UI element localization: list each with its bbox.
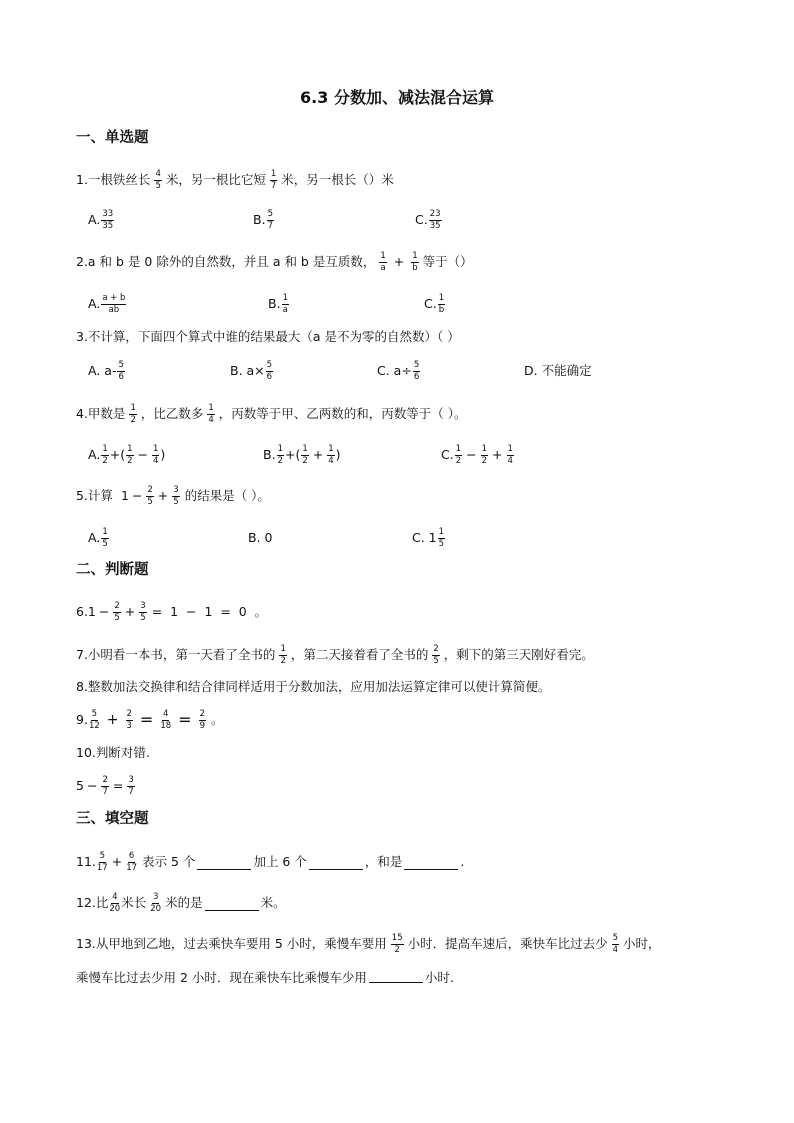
fraction: $\frac{1}{b}$ [438,293,445,315]
answer-blank[interactable] [205,909,259,911]
question-13: 13.从甲地到乙地，过去乘快车要用 5 小时，乘慢车要用 $\frac{15}{2}$ 小时．提高车速后，乘快车比过去少 $\frac{5}{4}$ 小时， [76,933,661,955]
option-c[interactable]: C. $\frac{1}{b}$ [424,293,445,315]
question-4 [76,404,467,424]
question-text: 5.计算 [76,487,113,503]
question-3 [76,331,460,344]
answer-blank[interactable] [404,868,458,870]
fraction: $\frac{2}{3}$ [126,709,132,731]
fraction: $\frac{2}{9}$ [199,709,205,731]
fraction: $\frac{5}{7}$ [267,209,273,231]
fraction: $\frac{23}{35}$ [429,209,441,231]
fraction: $\frac{1}{4}$ [328,444,334,466]
fraction: $\frac{4}{18}$ [160,709,172,731]
option-a[interactable]: A. $\frac{1}{5}$ [88,527,108,549]
fraction: $\frac{5}{17}$ [96,851,108,873]
fraction: $\frac{3}{5}$ [140,601,146,623]
question-text: 4.甲数是 [76,405,126,421]
fraction: $\frac{2}{5}$ [114,601,120,623]
question-9: 9. $\frac{5}{12}$ + $\frac{2}{3}$ = $\frac{4}{18}$ = $\frac{2}{9}$ 。 [76,709,224,731]
option-c[interactable]: C. a÷ $\frac{5}{6}$ [377,360,420,382]
option-a[interactable]: A. a- $\frac{5}{6}$ [88,360,124,382]
fraction: $\frac{1}{2}$ [455,444,462,466]
fraction: $\frac{4}{20}$ [109,892,121,914]
fraction: $\frac{6}{17}$ [126,851,138,873]
fraction: $\frac{1}{4}$ [208,403,214,425]
fraction: $\frac{5}{12}$ [88,709,100,731]
option-a[interactable]: A. $\frac{33}{35}$ [88,209,114,231]
question-1 [76,170,394,190]
fraction: $\frac{2}{5}$ [147,485,153,507]
question-text: 米，另一根比它短 [165,171,266,187]
option-b[interactable]: B. $\frac{1}{a}$ [268,293,288,315]
question-11: 11. $\frac{5}{17}$ + $\frac{6}{17}$ 表示 5 个 加上 6 个 ，和是 . [76,851,465,873]
fraction: $\frac{1}{5}$ [438,527,445,549]
option-a[interactable]: A. $\frac{a + b}{ab}$ [88,293,126,315]
fraction: $\frac{a + b}{ab}$ [102,293,126,315]
fraction: $\frac{1}{2}$ [280,644,286,666]
fraction: $\frac{1}{4}$ [153,444,159,466]
section-heading-true-false: 二、判断题 [76,562,149,578]
question-13-line-2: 乘慢车比过去少用 2 小时．现在乘快车比乘慢车少用 小时. [76,970,454,985]
fraction: $\frac{1}{a}$ [282,293,288,315]
option-b[interactable]: B. 0 [248,530,273,545]
fraction: $\frac{3}{5}$ [173,485,179,507]
question-7: 7.小明看一本书，第一天看了全书的 $\frac{1}{2}$ ，第二天接着看了全书的 $\frac{2}{5}$ ，剩下的第三天刚好看完。 [76,644,594,666]
answer-blank[interactable] [197,868,251,870]
answer-blank[interactable] [369,981,423,983]
fraction: $\frac{3}{7}$ [128,775,134,797]
fraction: $\frac{1}{2}$ [277,444,283,466]
question-8: 8.整数加法交换律和结合律同样适用于分数加法，应用加法运算定律可以使计算简便。 [76,679,551,694]
option-b[interactable]: B. a× $\frac{5}{6}$ [230,360,273,382]
fraction: $\frac{5}{6}$ [118,360,124,382]
option-a[interactable]: A. $\frac{1}{2}$ +( $\frac{1}{2}$ − $\frac{1}{4}$ ) [88,444,166,466]
fraction: $\frac{1}{2}$ [481,444,488,466]
question-text: 1.一根铁丝长 [76,171,151,187]
question-text: 2.a 和 b 是 0 除外的自然数，并且 a 和 b 是互质数， [76,253,376,269]
question-text: ，比乙数多 [140,405,204,421]
question-text: 的结果是（ ）。 [184,487,270,503]
fraction: $\frac{5}{6}$ [266,360,273,382]
fraction: $\frac{1}{2}$ [302,444,308,466]
fraction: $\frac{1}{2}$ [130,403,136,425]
fraction: $\frac{4}{5}$ [155,169,161,191]
question-text: ，丙数等于甲、乙两数的和，丙数等于（ ）。 [218,405,467,421]
option-d[interactable]: D. 不能确定 [524,363,592,378]
option-b[interactable]: B. $\frac{5}{7}$ [253,209,273,231]
answer-blank[interactable] [309,868,363,870]
question-12: 12.比 $\frac{4}{20}$ 米长 $\frac{3}{20}$ 米的是 米。 [76,892,286,914]
fraction: $\frac{1}{a}$ [380,251,386,273]
fraction: $\frac{1}{5}$ [102,527,108,549]
question-text: 等于（） [422,253,473,269]
option-c[interactable]: C. $\frac{1}{2}$ − $\frac{1}{2}$ + $\frac{1}{4}$ [441,444,513,466]
fraction: $\frac{2}{5}$ [433,644,439,666]
question-text: 3.不计算，下面四个算式中谁的结果最大（a 是不为零的自然数）（ ） [76,329,460,344]
fraction: $\frac{2}{7}$ [102,775,108,797]
fraction: $\frac{33}{35}$ [102,209,114,231]
fraction: $\frac{5}{4}$ [612,933,619,955]
section-heading-fill-in: 三、填空题 [76,811,149,827]
fraction: $\frac{1}{2}$ [102,444,108,466]
question-10: 10.判断对错. [76,745,150,760]
question-6: 6.1 − $\frac{2}{5}$ + $\frac{3}{5}$ = 1 − 1 = 0 。 [76,601,268,623]
fraction: $\frac{1}{2}$ [127,444,133,466]
page-title: 6.3 分数加、减法混合运算 [300,88,494,107]
fraction: $\frac{5}{6}$ [413,360,420,382]
fraction: $\frac{3}{20}$ [150,892,162,914]
fraction: $\frac{1}{b}$ [412,251,418,273]
question-10-equation: 5 − $\frac{2}{7}$ = $\frac{3}{7}$ [76,775,134,797]
option-c[interactable]: C. $\frac{23}{35}$ [415,209,441,231]
fraction: $\frac{15}{2}$ [391,933,403,955]
question-2: 2.a 和 b 是 0 除外的自然数，并且 a 和 b 是互质数， $\frac{1}{a}$ + $\frac{1}{b}$ 等于（） [76,251,473,273]
question-5: 5.计算 1 − $\frac{2}{5}$ + $\frac{3}{5}$ 的结果是（ ）。 [76,485,270,507]
option-c[interactable]: C. 1 $\frac{1}{5}$ [412,527,445,549]
question-text: 米，另一根长（）米 [281,171,394,187]
section-heading-single-choice: 一、单选题 [76,130,149,146]
fraction: $\frac{1}{4}$ [507,444,513,466]
option-b[interactable]: B. $\frac{1}{2}$ +( $\frac{1}{2}$ + $\frac{1}{4}$ ) [263,444,341,466]
fraction: $\frac{1}{7}$ [270,169,277,191]
